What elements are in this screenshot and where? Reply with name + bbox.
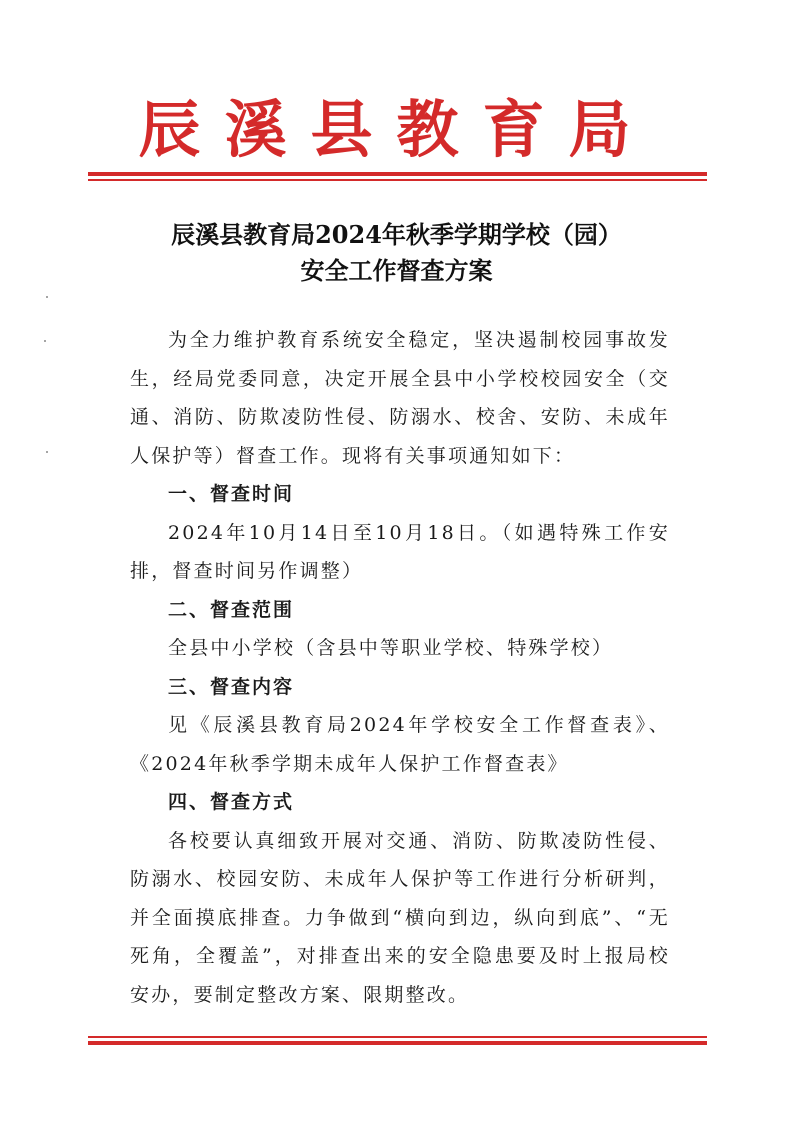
letterhead-title: 辰溪县教育局 <box>138 93 655 166</box>
document-title-line1: 辰溪县教育局2024年秋季学期学校（园） <box>171 220 622 249</box>
footer-rule-thick <box>88 1041 707 1045</box>
section-heading-time: 一、督查时间 <box>168 483 295 505</box>
letterhead-rule-thick <box>88 172 707 176</box>
scan-mark <box>44 340 46 342</box>
section-heading-scope: 二、督查范围 <box>168 598 295 621</box>
intro-paragraph: 为全力维护教育系统安全稳定，坚决遏制校园事故发生，经局党委同意，决定开展全县中小学校校园安全（交通、消防、防欺凌防性侵、防溺水、校舍、安防、未成年人保护等）督查工作。现将有关事项通知如下： <box>130 329 670 467</box>
section-heading-method: 四、督查方式 <box>168 791 295 813</box>
section-text-scope: 全县中小学校（含县中等职业学校、特殊学校） <box>168 637 614 659</box>
document-title-line2: 安全工作督查方案 <box>300 256 493 285</box>
scan-mark <box>46 296 48 298</box>
section-text-content: 见《辰溪县教育局2024年学校安全工作督查表》、《2024年秋季学期未成年人保护工作督查表》 <box>130 714 670 775</box>
section-text-time: 2024年10月14日至10月18日。（如遇特殊工作安排，督查时间另作调整） <box>130 521 670 582</box>
letterhead-rule-thin <box>88 179 707 181</box>
section-heading-content: 三、督查内容 <box>168 675 295 698</box>
section-text-method: 各校要认真细致开展对交通、消防、防欺凌防性侵、防溺水、校园安防、未成年人保护等工作进行分析研判，并全面摸底排查。力争做到“横向到边，纵向到底”、“无死角，全覆盖”，对排查出来的安全隐患要及时上报局校安办，要制定整改方案、限期整改。 <box>130 829 670 1006</box>
footer-rule-thin <box>88 1036 707 1038</box>
document-body <box>130 321 670 1014</box>
scan-mark <box>46 451 48 453</box>
